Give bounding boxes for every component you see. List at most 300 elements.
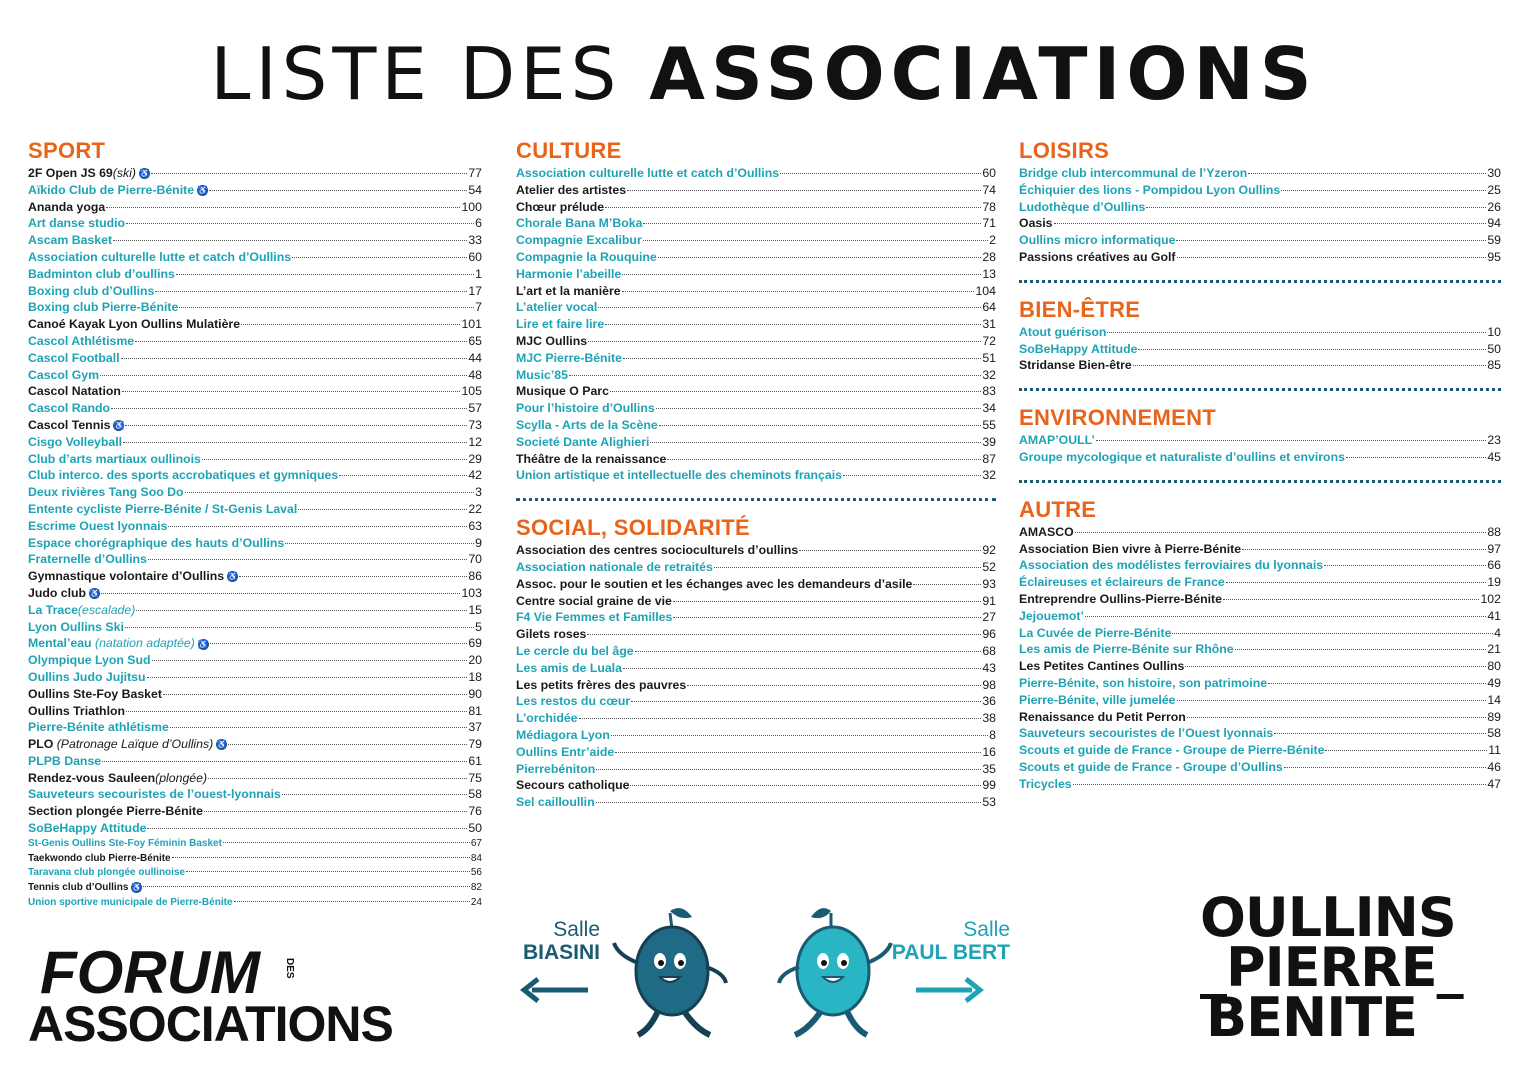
association-name-text: L’art et la manière [516, 283, 621, 298]
stand-number: 36 [982, 694, 996, 709]
stand-number: 39 [982, 434, 996, 449]
stand-number: 88 [1487, 524, 1501, 539]
dot-leader [123, 442, 467, 443]
association-name [28, 719, 169, 736]
association-name [1019, 249, 1176, 266]
dot-leader [113, 240, 467, 241]
stand-number: 12 [468, 434, 482, 449]
association-name-text: Les amis de Pierre-Bénite sur Rhône [1019, 642, 1234, 657]
association-name [1019, 199, 1145, 216]
association-entry [28, 568, 482, 585]
association-name [516, 559, 713, 576]
association-entry [28, 451, 482, 468]
association-entry [28, 703, 482, 720]
association-entry [516, 367, 996, 384]
association-name-text: Boxing club d’Oullins [28, 283, 155, 298]
association-entry [516, 333, 996, 350]
association-entry [1019, 215, 1501, 232]
association-entry [28, 719, 482, 736]
page-title [0, 34, 1528, 114]
association-entry [1019, 725, 1501, 742]
stand-number: 32 [982, 468, 996, 483]
dot-leader [667, 459, 981, 460]
wheelchair-accessibility-icon: ♿ [216, 740, 227, 750]
association-entry [516, 451, 996, 468]
association-name [1019, 232, 1175, 249]
association-name-text: Éclaireuses et éclaireurs de France [1019, 575, 1225, 590]
association-name [516, 350, 622, 367]
association-name-text: Entente cycliste Pierre-Bénite / St-Genis Laval [28, 501, 298, 516]
association-name [28, 551, 147, 568]
stand-number: 90 [468, 686, 482, 701]
stand-number: 13 [982, 266, 996, 281]
section-divider [516, 498, 996, 501]
association-name-text: Stridanse Bien-être [1019, 358, 1132, 373]
stand-number: 72 [982, 333, 996, 348]
dot-leader [714, 567, 982, 568]
association-name [28, 786, 281, 803]
stand-number: 58 [1487, 726, 1501, 741]
association-name [28, 535, 284, 552]
association-name [1019, 742, 1324, 759]
stand-number: 77 [468, 166, 482, 180]
association-entry [516, 383, 996, 400]
stand-number: 65 [468, 333, 482, 348]
stand-number: 95 [1487, 249, 1501, 264]
dot-leader [339, 475, 467, 476]
association-name [28, 266, 175, 283]
city-logo-line1: OULLINS [1200, 886, 1456, 949]
wheelchair-accessibility-icon: ♿ [89, 589, 100, 599]
stand-number: 4 [1494, 625, 1501, 640]
association-name-text: Club d’arts martiaux oullinois [28, 451, 201, 466]
association-name [516, 232, 642, 249]
association-entry [28, 299, 482, 316]
association-name-text: SoBeHappy Attitude [28, 821, 147, 836]
stand-number: 22 [468, 501, 482, 516]
stand-number: 51 [982, 350, 996, 365]
association-entry [516, 400, 996, 417]
association-entry [28, 283, 482, 300]
association-name-text: St-Genis Oullins Ste-Foy Féminin Basket [28, 837, 222, 849]
stand-number: 16 [982, 744, 996, 759]
association-name [516, 383, 609, 400]
association-entry [1019, 608, 1501, 625]
association-name-text: Sauveteurs secouristes de l’Ouest lyonnais [1019, 726, 1274, 741]
dot-leader [152, 660, 468, 661]
association-name-text: Échiquier des lions - Pompidou Lyon Oullins [1019, 182, 1281, 197]
dot-leader [186, 871, 470, 872]
association-entry [28, 770, 482, 787]
association-name-text: Scouts et guide de France - Groupe de Pierre-Bénite [1019, 743, 1325, 758]
stand-number: 50 [468, 821, 482, 836]
dot-leader [100, 375, 467, 376]
association-name-text: L’orchidée [516, 711, 578, 726]
column-culture-social [516, 138, 996, 811]
association-entry [1019, 574, 1501, 591]
association-entry [28, 635, 482, 652]
section-divider [1019, 388, 1501, 391]
association-name [516, 593, 672, 610]
association-name-text: Les restos du cœur [516, 694, 631, 709]
stand-number: 10 [1487, 324, 1501, 339]
dot-leader [1226, 582, 1487, 583]
column-sport [28, 138, 482, 911]
stand-number: 26 [1487, 199, 1501, 214]
association-entry [28, 199, 482, 216]
association-entry [516, 626, 996, 643]
wheelchair-accessibility-icon: ♿ [139, 169, 150, 179]
stand-number: 42 [468, 468, 482, 483]
dot-leader [179, 307, 474, 308]
stand-number: 93 [982, 576, 996, 591]
association-name-text: Lire et faire lire [516, 317, 605, 332]
association-name-text: Renaissance du Petit Perron [1019, 709, 1186, 724]
stand-number: 49 [1487, 675, 1501, 690]
association-name [516, 451, 666, 468]
association-entry [28, 333, 482, 350]
association-entry [28, 896, 482, 911]
association-name [516, 316, 604, 333]
stand-number: 81 [468, 703, 482, 718]
association-name-text: Association des centres socioculturels d’oullins [516, 543, 799, 558]
association-note: (ski) [112, 166, 136, 180]
section-title: BIEN-ÊTRE [1019, 296, 1141, 322]
association-name [28, 568, 238, 585]
section-title: ENVIRONNEMENT [1019, 405, 1217, 431]
dot-leader [298, 509, 467, 510]
association-name-text: Oullins Triathlon [28, 703, 126, 718]
association-name [28, 703, 125, 720]
stand-number: 92 [982, 543, 996, 558]
association-name-text: Pierre-Bénite, son histoire, son patrimoine [1019, 675, 1268, 690]
column-leisure-other [1019, 138, 1501, 793]
dot-leader [1176, 240, 1486, 241]
association-name [28, 770, 207, 787]
association-entry [28, 350, 482, 367]
association-name-text: L’atelier vocal [516, 300, 598, 315]
dot-leader [630, 785, 981, 786]
wheelchair-accessibility-icon: ♿ [131, 883, 142, 893]
association-name-text: Cascol Gym [28, 367, 100, 382]
association-name-text: Entreprendre Oullins-Pierre-Bénite [1019, 591, 1222, 606]
association-name-text: Art danse studio [28, 216, 126, 231]
dot-leader [102, 761, 467, 762]
association-name [516, 367, 568, 384]
association-name-text: Cascol Tennis [28, 417, 111, 432]
dot-leader [673, 617, 981, 618]
association-entry [28, 383, 482, 400]
association-name [28, 820, 146, 837]
dot-leader [588, 341, 981, 342]
association-name [28, 753, 101, 770]
dot-leader [239, 576, 467, 577]
section [1019, 297, 1501, 374]
association-name [516, 794, 595, 811]
association-entry [1019, 742, 1501, 759]
association-name-text: Tricycles [1019, 776, 1072, 791]
wheelchair-accessibility-icon: ♿ [197, 186, 208, 196]
association-name-text: F4 Vie Femmes et Familles [516, 610, 673, 625]
association-name [516, 434, 649, 451]
association-name [28, 451, 201, 468]
stand-number: 46 [1487, 759, 1501, 774]
stand-number: 15 [468, 602, 482, 617]
dot-leader [635, 651, 982, 652]
wheelchair-accessibility-icon: ♿ [113, 421, 124, 431]
association-name [516, 467, 842, 484]
stand-number: 84 [470, 852, 482, 864]
association-name-text: Badminton club d’oullins [28, 266, 175, 281]
association-entry [28, 400, 482, 417]
dot-leader [1324, 565, 1486, 566]
stand-number: 86 [468, 569, 482, 584]
dot-leader [569, 375, 981, 376]
stand-number: 60 [468, 249, 482, 264]
dot-leader [1073, 784, 1487, 785]
dot-leader [155, 291, 467, 292]
salle-biasini-label [470, 918, 600, 964]
association-name-text: Compagnie Excalibur [516, 233, 642, 248]
dot-leader [202, 459, 467, 460]
dot-leader [151, 173, 467, 174]
dot-leader [209, 190, 467, 191]
section [516, 515, 996, 811]
association-entry [28, 803, 482, 820]
association-entry [28, 686, 482, 703]
section [1019, 497, 1501, 793]
association-name-text: Cascol Rando [28, 401, 110, 416]
dot-leader [1146, 207, 1486, 208]
association-entry [1019, 557, 1501, 574]
association-name [28, 215, 125, 232]
association-entry [1019, 541, 1501, 558]
section [1019, 138, 1501, 266]
stand-number: 19 [1487, 575, 1501, 590]
stand-number: 76 [468, 804, 482, 819]
dot-leader [1096, 440, 1486, 441]
association-name-text: La Cuvée de Pierre-Bénite [1019, 625, 1172, 640]
stand-number: 2 [989, 233, 996, 248]
stand-number: 44 [468, 350, 482, 365]
section-title: SPORT [28, 138, 106, 163]
association-entry [28, 232, 482, 249]
association-name [28, 669, 146, 686]
association-name-text: Chorale Bana M’Boka [516, 216, 643, 231]
association-entry [1019, 591, 1501, 608]
association-entry [28, 182, 482, 199]
dot-leader [1235, 649, 1487, 650]
association-name [28, 367, 99, 384]
dot-leader [1177, 257, 1487, 258]
association-name-text: Espace chorégraphique des hauts d’Oullins [28, 535, 285, 550]
association-name-text: Deux rivières Tang Soo Do [28, 485, 184, 500]
association-name [516, 299, 597, 316]
stand-number: 68 [982, 643, 996, 658]
section-title: SOCIAL, SOLIDARITÉ [516, 515, 750, 541]
association-name [1019, 215, 1053, 232]
stand-number: 67 [470, 837, 482, 849]
association-name [28, 417, 124, 434]
section-title: AUTRE [1019, 496, 1097, 522]
association-name [1019, 449, 1345, 466]
association-entry [28, 837, 482, 852]
stand-number: 103 [461, 585, 482, 600]
dot-leader [659, 425, 982, 426]
association-entry [28, 518, 482, 535]
arrow-left-icon [520, 975, 590, 1005]
association-entry [1019, 199, 1501, 216]
association-name [516, 609, 672, 626]
association-name-text: Sel cailloullin [516, 795, 595, 810]
association-entry [28, 786, 482, 803]
dot-leader [605, 207, 981, 208]
dot-leader [656, 408, 982, 409]
dot-leader [1248, 173, 1486, 174]
association-entry [1019, 675, 1501, 692]
association-name-text: Tennis club d’Oullins [28, 882, 129, 894]
section [1019, 405, 1501, 466]
association-name [28, 383, 121, 400]
association-name [28, 467, 338, 484]
association-entry [1019, 357, 1501, 374]
dot-leader [1133, 365, 1487, 366]
dot-leader [780, 173, 981, 174]
stand-number: 1 [475, 266, 482, 281]
association-entry [1019, 692, 1501, 709]
association-entry [516, 182, 996, 199]
dot-leader [1075, 532, 1487, 533]
dot-leader [627, 190, 981, 191]
dot-leader [1274, 733, 1486, 734]
association-name-text: Centre social graine de vie [516, 593, 672, 608]
association-name-text: Les Petites Cantines Oullins [1019, 659, 1185, 674]
stand-number: 70 [468, 552, 482, 567]
association-note: (escalade) [77, 602, 136, 617]
association-name [28, 434, 122, 451]
association-name-text: PLPB Danse [28, 753, 102, 768]
dot-leader [126, 711, 467, 712]
association-entry [1019, 249, 1501, 266]
association-name-text: Ascam Basket [28, 233, 113, 248]
dot-leader [135, 341, 467, 342]
stand-number: 11 [1488, 743, 1501, 758]
association-name [1019, 357, 1132, 374]
dot-leader [610, 391, 981, 392]
stand-number: 32 [982, 367, 996, 382]
association-name-text: Pour l’histoire d’Oullins [516, 401, 655, 416]
association-name [516, 777, 629, 794]
salle-biasini-line1: Salle [553, 918, 600, 941]
dot-leader [176, 274, 474, 275]
stand-number: 8 [989, 727, 996, 742]
stand-number: 69 [468, 636, 482, 651]
dot-leader [605, 324, 981, 325]
stand-number: 30 [1487, 166, 1501, 180]
stand-number: 43 [982, 660, 996, 675]
stand-number: 25 [1487, 182, 1501, 197]
association-name [516, 576, 912, 593]
association-name-text: Bridge club intercommunal de l’Yzeron [1019, 166, 1248, 180]
dot-leader [1107, 332, 1486, 333]
association-entry [516, 677, 996, 694]
title-bold: ASSOCIATIONS [649, 32, 1318, 116]
association-entry [28, 602, 482, 619]
association-name [516, 165, 779, 182]
stand-number: 24 [470, 897, 482, 909]
association-name-text: Taekwondo club Pierre-Bénite [28, 852, 171, 864]
association-name-text: Ananda yoga [28, 199, 106, 214]
association-name-text: Gymnastique volontaire d’Oullins [28, 569, 225, 584]
dot-leader [611, 735, 988, 736]
dot-leader [673, 601, 981, 602]
association-entry [1019, 641, 1501, 658]
association-name-text: Canoé Kayak Lyon Oullins Mulatière [28, 317, 241, 332]
association-entry [1019, 776, 1501, 793]
association-entry [1019, 524, 1501, 541]
association-name-text: Fraternelle d’Oullins [28, 552, 147, 567]
stand-number: 56 [470, 867, 482, 879]
association-entry [28, 215, 482, 232]
dot-leader [121, 358, 468, 359]
association-name [28, 333, 134, 350]
dot-leader [168, 526, 467, 527]
association-entry [516, 249, 996, 266]
dot-leader [172, 857, 470, 858]
dot-leader [1268, 683, 1486, 684]
association-name [516, 199, 604, 216]
association-entry [516, 593, 996, 610]
stand-number: 99 [982, 778, 996, 793]
stand-number: 31 [982, 317, 996, 332]
association-name-text: Sauveteurs secouristes de l’ouest-lyonnais [28, 787, 281, 802]
association-name [28, 232, 112, 249]
association-name [1019, 625, 1171, 642]
association-name [28, 866, 185, 881]
association-name [1019, 165, 1247, 182]
association-entry [28, 881, 482, 896]
dot-leader [579, 718, 982, 719]
stand-number: 14 [1487, 692, 1501, 707]
association-name [28, 619, 124, 636]
association-name [28, 165, 150, 182]
stand-number: 66 [1487, 558, 1501, 573]
stand-number: 18 [468, 669, 482, 684]
association-name [28, 199, 105, 216]
stand-number: 57 [468, 401, 482, 416]
stand-number: 89 [1487, 709, 1501, 724]
dot-leader [163, 694, 467, 695]
association-entry [1019, 658, 1501, 675]
dot-leader [111, 408, 467, 409]
association-entry [28, 820, 482, 837]
association-name-text: 2F Open JS 69 [28, 166, 113, 180]
dot-leader [643, 240, 988, 241]
association-entry [516, 350, 996, 367]
stand-number: 21 [1487, 642, 1501, 657]
association-entry [28, 467, 482, 484]
stand-number: 5 [475, 619, 482, 634]
stand-number: 100 [461, 199, 482, 214]
association-name-text: Section plongée Pierre-Bénite [28, 804, 203, 819]
stand-number: 28 [982, 249, 996, 264]
section-divider [1019, 280, 1501, 283]
association-name [516, 660, 622, 677]
association-name [516, 727, 610, 744]
association-entry [516, 299, 996, 316]
stand-number: 37 [468, 720, 482, 735]
dot-leader [106, 207, 460, 208]
